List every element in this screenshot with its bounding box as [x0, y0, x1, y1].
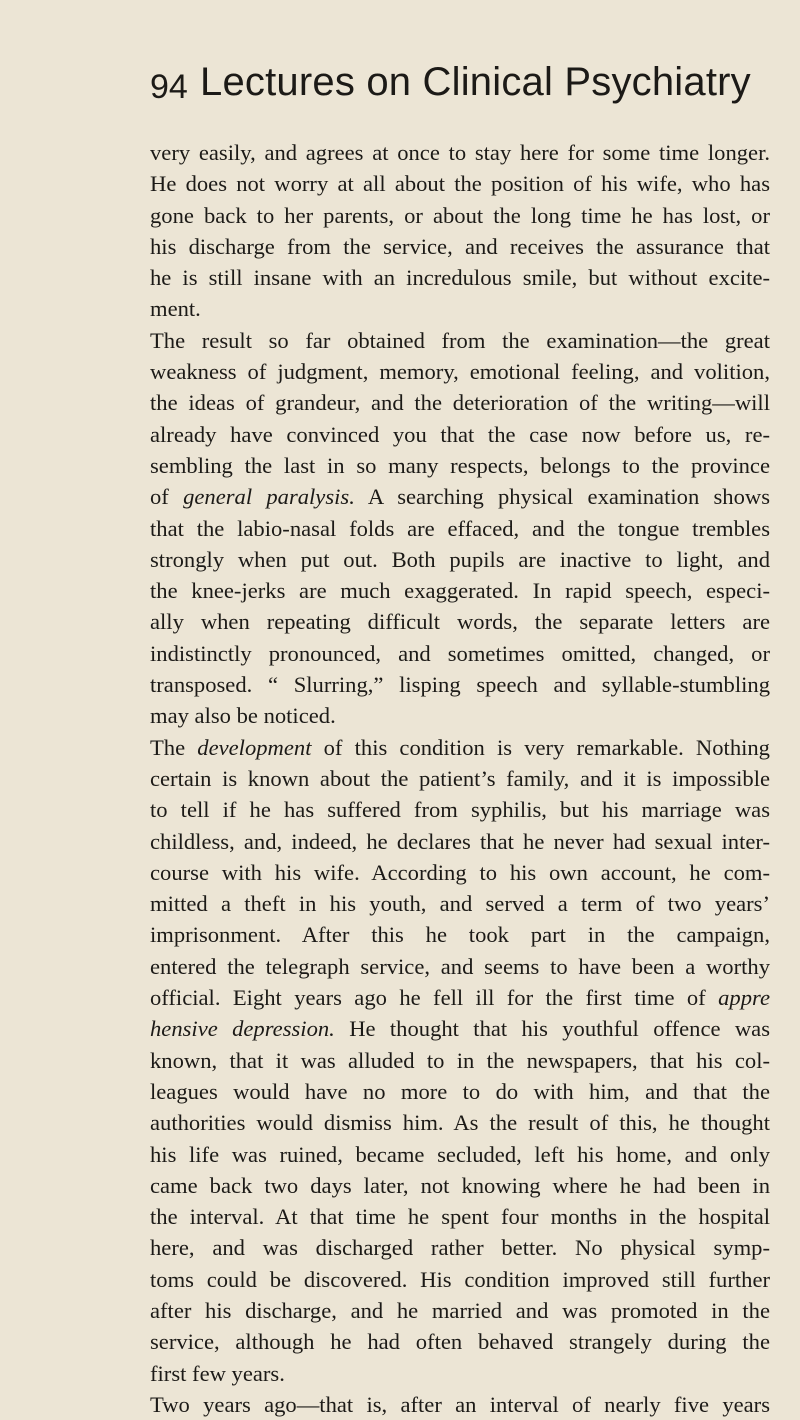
text-line: after his discharge, and he married and was promoted in the — [150, 1297, 770, 1323]
text-line: leagues would have no more to do with him, and that the — [150, 1078, 770, 1104]
text-line: here, and was discharged rather better. No physical symp- — [150, 1235, 770, 1261]
page-number: 94 — [150, 68, 188, 106]
text-line: the knee-jerks are much exaggerated. In rapid speech, especi- — [150, 578, 770, 604]
text-line: the ideas of grandeur, and the deterioration of the writing—will — [150, 390, 770, 416]
page-header — [150, 60, 750, 120]
text-line: known, that it was alluded to in the newspapers, that his col- — [150, 1047, 770, 1073]
text-line: indistinctly pronounced, and sometimes omitted, changed, or — [150, 640, 770, 666]
italic-term: development — [197, 734, 312, 760]
italic-term: hensive depression. — [150, 1016, 335, 1042]
text-line — [150, 481, 770, 512]
text-line: may also be noticed. — [150, 703, 336, 729]
text-line: The result so far obtained from the examination—the great — [150, 327, 770, 353]
text-line: already have convinced you that the case now before us, re- — [150, 421, 770, 447]
running-title: Lectures on Clinical Psychiatry — [200, 60, 751, 104]
text-line: to tell if he has suffered from syphilis, but his marriage was — [150, 797, 770, 823]
text-line — [150, 1013, 770, 1044]
text-body — [150, 137, 770, 1420]
text-line: weakness of judgment, memory, emotional feeling, and volition, — [150, 359, 770, 385]
text-line: ally when repeating difficult words, the separate letters are — [150, 609, 770, 635]
text-run: of this condition is very remarkable. Nothing — [311, 734, 770, 760]
text-line: sembling the last in so many respects, belongs to the province — [150, 452, 770, 478]
text-line: course with his wife. According to his own account, he com- — [150, 859, 770, 885]
text-line: his discharge from the service, and receives the assurance that — [150, 233, 770, 259]
text-line: childless, and, indeed, he declares that he never had sexual inter- — [150, 828, 770, 854]
text-run: official. Eight years ago he fell ill for the first time of — [150, 985, 719, 1011]
text-line: strongly when put out. Both pupils are inactive to light, and — [150, 546, 770, 572]
text-line: his life was ruined, became secluded, left his home, and only — [150, 1141, 770, 1167]
italic-term: general paralysis. — [183, 484, 355, 510]
text-line: transposed. “ Slurring,” lisping speech and syllable-stumbling — [150, 672, 770, 698]
text-run: He thought that his youthful offence was — [334, 1016, 771, 1042]
text-line: he is still insane with an incredulous smile, but without excite- — [150, 265, 770, 291]
text-line: the interval. At that time he spent four months in the hospital — [150, 1204, 770, 1230]
text-line: mitted a theft in his youth, and served a term of two years’ — [150, 891, 770, 917]
text-line: He does not worry at all about the position of his wife, who has — [150, 171, 770, 197]
text-line: came back two days later, not knowing where he had been in — [150, 1172, 770, 1198]
text-line: Two years ago—that is, after an interval of nearly five years — [150, 1391, 770, 1417]
text-line: ment. — [150, 296, 201, 322]
text-line: first few years. — [150, 1360, 285, 1386]
italic-term: appre — [718, 985, 770, 1011]
text-run: A searching physical examination shows — [354, 484, 770, 510]
text-line — [150, 732, 770, 763]
text-line — [150, 982, 770, 1013]
text-run: of — [150, 484, 184, 510]
text-line: imprisonment. After this he took part in the campaign, — [150, 922, 770, 948]
text-line: authorities would dismiss him. As the result of this, he thought — [150, 1110, 770, 1136]
text-line: certain is known about the patient’s family, and it is impossible — [150, 765, 770, 791]
text-line: service, although he had often behaved strangely during the — [150, 1329, 770, 1355]
text-run: The — [150, 734, 198, 760]
text-line: very easily, and agrees at once to stay here for some time longer. — [150, 140, 770, 165]
text-line: that the labio-nasal folds are effaced, and the tongue trembles — [150, 515, 770, 541]
text-line: gone back to her parents, or about the long time he has lost, or — [150, 202, 770, 228]
text-line: toms could be discovered. His condition improved still further — [150, 1266, 770, 1292]
text-line: entered the telegraph service, and seems to have been a worthy — [150, 953, 770, 979]
